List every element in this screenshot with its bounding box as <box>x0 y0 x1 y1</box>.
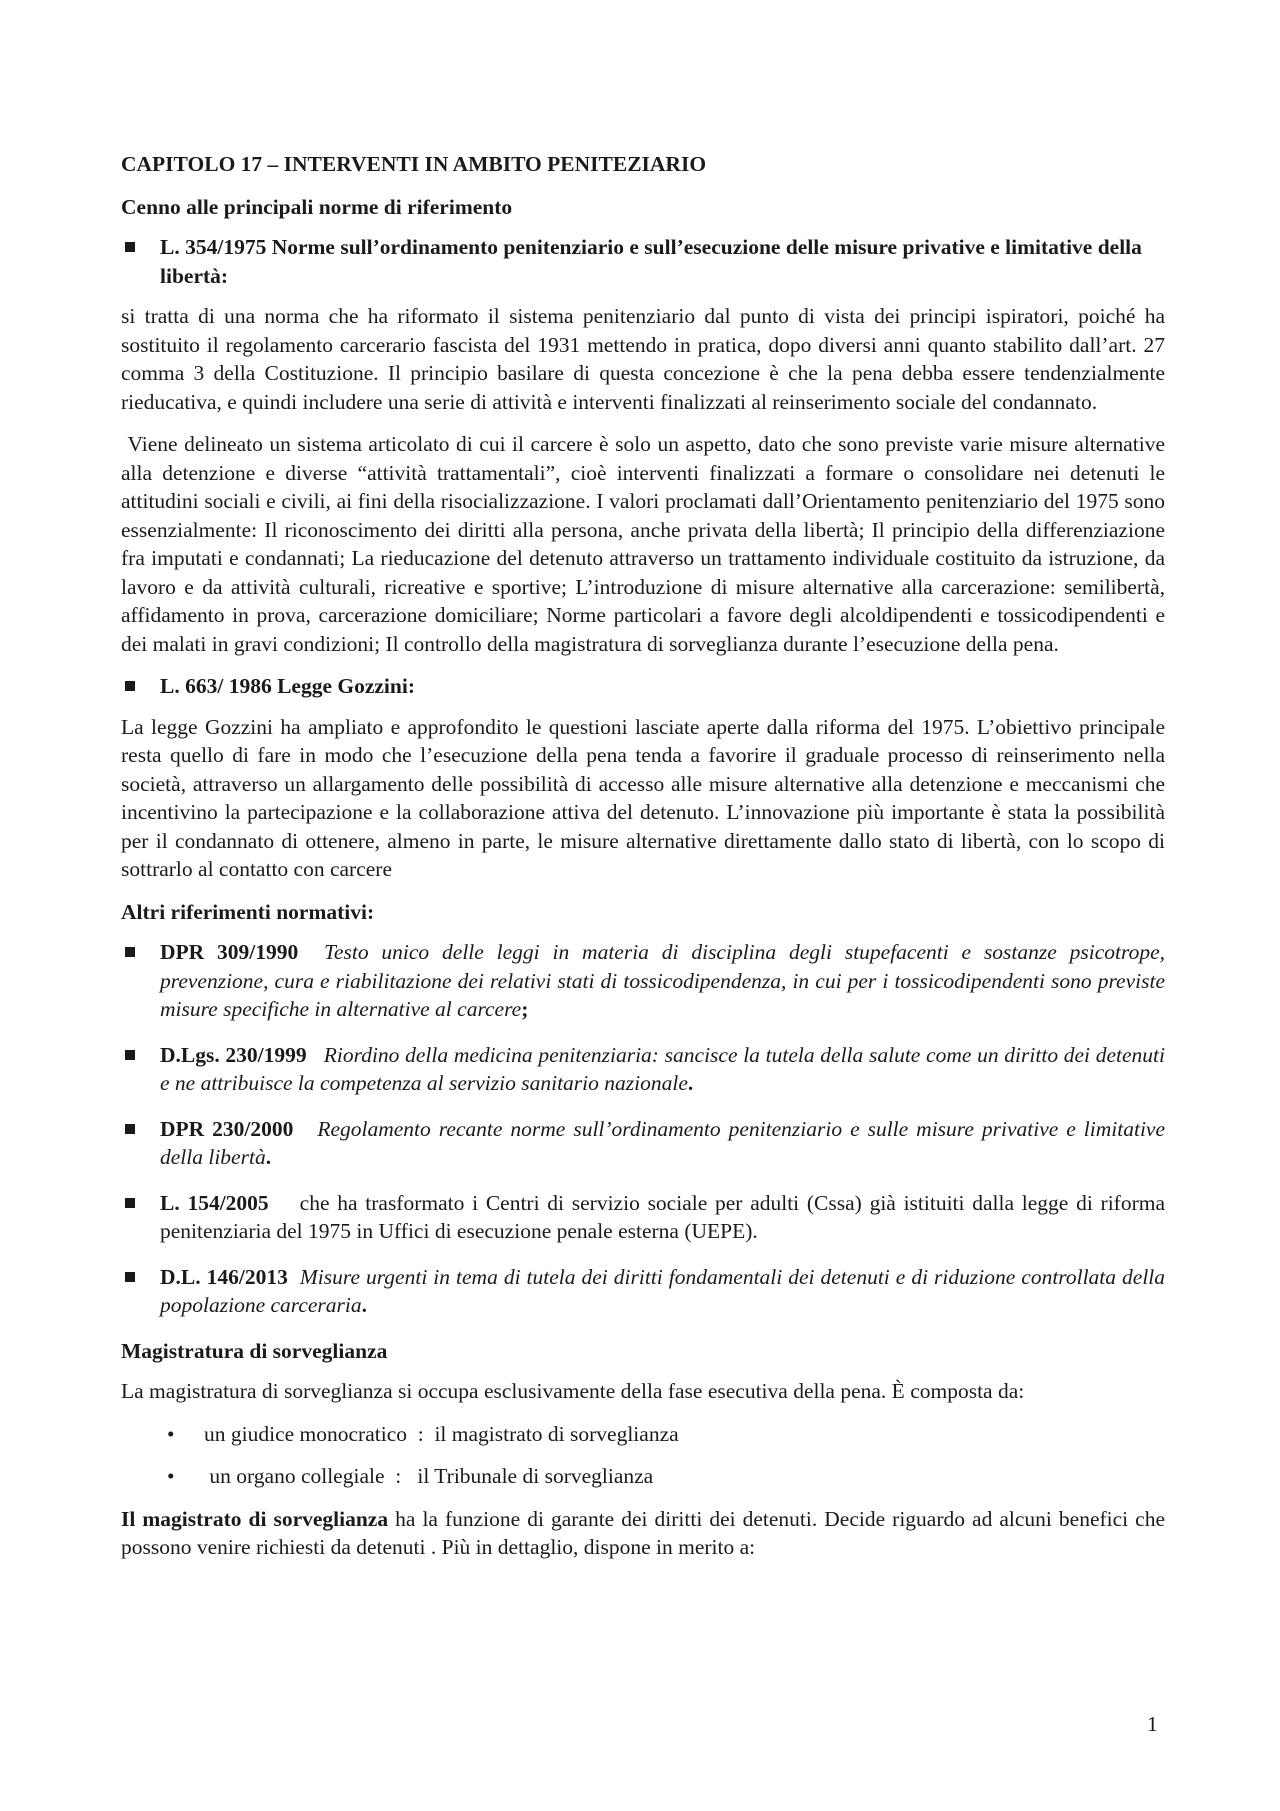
ref-spacer <box>269 1191 300 1215</box>
magistrato-text: ha la funzione di garante dei diritti dei detenuti. Decide riguardo ad alcuni benefici che possono venire richiesti da detenuti . Più in dettaglio, dispone in merito a: <box>121 1506 1165 1559</box>
page-number: 1 <box>1147 1712 1158 1736</box>
list-item <box>121 1462 1165 1491</box>
ref-end-punct: . <box>265 1145 272 1169</box>
ref-item-dpr-309-1990 <box>121 938 1165 1024</box>
law-354-1975-heading <box>121 233 1165 290</box>
list-item-text: un giudice monocratico : il magistrato di sorveglianza <box>204 1421 679 1446</box>
law-354-1975-title: L. 354/1975 Norme sull’ordinamento penitenziario e sull’esecuzione delle misure privative e limitative della libertà: <box>160 235 1142 288</box>
ref-code: DPR 230/2000 <box>160 1116 294 1141</box>
magistrato-paragraph <box>121 1505 1165 1562</box>
ref-description: che ha trasformato i Centri di servizio sociale per adulti (Cssa) già istituiti dalla legge di riforma penitenziaria del 1975 in Uffici di esecuzione penale esterna (UEPE). <box>160 1190 1165 1243</box>
square-bullet-icon <box>125 1050 135 1060</box>
ref-item-l-154-2005 <box>121 1189 1165 1246</box>
square-bullet-icon <box>125 947 135 957</box>
bullet-dot-icon: • <box>167 1421 175 1446</box>
other-refs-heading: Altri riferimenti normativi: <box>121 899 375 924</box>
ref-end-punct: ; <box>521 997 529 1021</box>
ref-description: Misure urgenti in tema di tutela dei diritti fondamentali dei detenuti e di riduzione controllata della popolazione carceraria <box>160 1264 1166 1317</box>
page-content <box>121 150 1171 1576</box>
ref-spacer <box>298 940 324 964</box>
square-bullet-icon <box>125 1198 135 1208</box>
law-354-1975-paragraph-1: si tratta di una norma che ha riformato il sistema penitenziario dal punto di vista dei principi ispiratori, poiché ha sostituito il regolamento carcerario fascista del 1931 mettendo in pratica, dopo diversi anni quanto stabilito dall’art. 27 comma 3 della Costituzione. Il principio basilare di questa concezione è che la pena debba essere tendenzialmente rieducativa, e quindi includere una serie di attività e interventi finalizzati al reinserimento sociale del condannato. <box>121 304 1165 414</box>
magistratura-paragraph: La magistratura di sorveglianza si occupa esclusivamente della fase esecutiva della pena. È composta da: <box>121 1379 1025 1403</box>
ref-description: Riordino della medicina penitenziaria: sancisce la tutela della salute come un diritto dei detenuti e ne attribuisce la competenza al servizio sanitario nazionale <box>160 1042 1165 1095</box>
bullet-dot-icon: • <box>167 1464 175 1488</box>
law-663-1986-title: L. 663/ 1986 Legge Gozzini: <box>160 674 415 698</box>
square-bullet-icon <box>125 1124 135 1134</box>
square-bullet-icon <box>125 681 135 691</box>
square-bullet-icon <box>125 1272 135 1282</box>
magistrato-term: Il magistrato di sorveglianza <box>121 1506 389 1531</box>
ref-description: Regolamento recante norme sull’ordinamento penitenziario e sulle misure privative e limitative della libertà <box>160 1116 1166 1169</box>
list-item-text: un organo collegiale : il Tribunale di sorveglianza <box>204 1464 654 1488</box>
section-heading-norme: Cenno alle principali norme di riferimento <box>121 194 513 219</box>
ref-code: DPR 309/1990 <box>160 940 299 964</box>
ref-code: D.Lgs. 230/1999 <box>160 1042 307 1067</box>
ref-item-dlgs-230-1999 <box>121 1041 1165 1098</box>
ref-spacer <box>307 1043 324 1067</box>
list-item <box>121 1420 1165 1449</box>
law-663-1986-paragraph: La legge Gozzini ha ampliato e approfondito le questioni lasciate aperte dalla riforma del 1975. L’obiettivo principale resta quello di fare in modo che l’esecuzione della pena tenda a favorire il graduale processo di reinserimento nella società, attraverso un allargamento delle possibilità di accesso alle misure alternative alla detenzione e meccanismi che incentivino la partecipazione e la collaborazione attiva del detenuto. L’innovazione più importante è stata la possibilità per il condannato di ottenere, almeno in parte, le misure alternative direttamente dallo stato di libertà, con lo scopo di sottrarlo al contatto con carcere <box>121 714 1165 881</box>
ref-spacer <box>293 1117 317 1141</box>
other-refs-list <box>121 938 1165 1320</box>
law-354-1975-paragraph-2: Viene delineato un sistema articolato di cui il carcere è solo un aspetto, dato che sono previste varie misure alternative alla detenzione e diverse “attività trattamentali”, cioè interventi finalizzati a formare o consolidare nei detenuti le attitudini sociali e civili, ai fini della risocializzazione. I valori proclamati dall’Orientamento penitenziario del 1975 sono essenzialmente: Il riconoscimento dei diritti alla persona, anche privata della libertà; Il principio della differenziazione fra imputati e condannati; La rieducazione del detenuto attraverso un trattamento individuale costituito da istruzione, da lavoro e da attività culturali, ricreative e sportive; L’introduzione di misure alternative alla carcerazione: semilibertà, affidamento in prova, carcerazione domiciliare; Norme particolari a favore degli alcoldipendenti e tossicodipendenti e dei malati in gravi condizioni; Il controllo della magistratura di sorveglianza durante l’esecuzione della pena. <box>121 432 1171 656</box>
square-bullet-icon <box>125 242 135 252</box>
composition-list <box>121 1420 1165 1491</box>
ref-item-dpr-230-2000 <box>121 1115 1165 1172</box>
magistratura-heading: Magistratura di sorveglianza <box>121 1338 388 1363</box>
ref-spacer <box>288 1265 300 1289</box>
ref-end-punct: . <box>361 1293 368 1317</box>
ref-item-dl-146-2013 <box>121 1263 1165 1320</box>
chapter-title: CAPITOLO 17 – INTERVENTI IN AMBITO PENITEZIARIO <box>121 152 707 176</box>
ref-code: D.L. 146/2013 <box>160 1264 288 1289</box>
ref-code: L. 154/2005 <box>160 1190 269 1215</box>
ref-end-punct: . <box>687 1071 694 1095</box>
ref-description: Testo unico delle leggi in materia di disciplina degli stupefacenti e sostanze psicotrope, prevenzione, cura e riabilitazione dei relativi stati di tossicodipendenza, in cui per i tossicodipendenti sono previste misure specifiche in alternative al carcere <box>160 940 1165 1021</box>
law-663-1986-heading <box>121 672 1165 701</box>
